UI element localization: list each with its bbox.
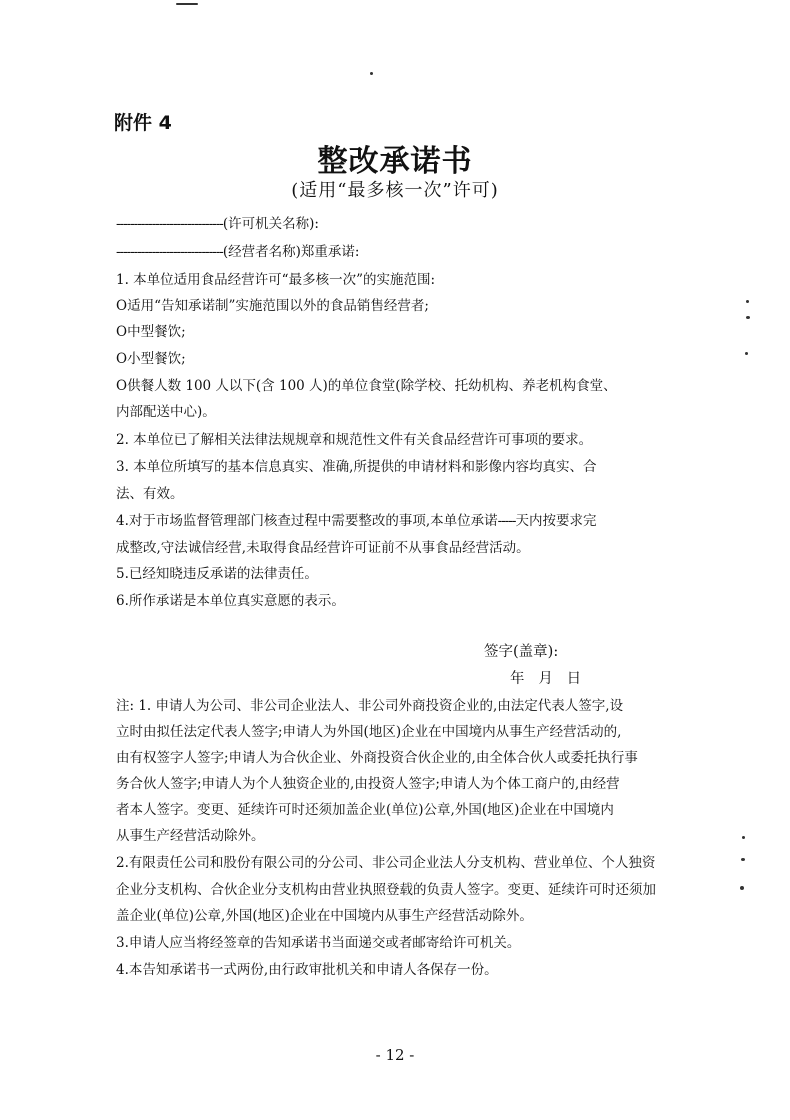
note-line-10: 3.申请人应当将经签章的告知承诺书当面递交或者邮寄给许可机关。 (116, 935, 521, 951)
operator-line (116, 242, 359, 262)
document-title: 整改承诺书 (317, 144, 473, 179)
clause-3-line-2: 法、有效。 (116, 486, 184, 502)
page-number: - 12 - (375, 1046, 415, 1064)
date-label: 年 月 日 (510, 671, 582, 687)
clause-6: 6.所作承诺是本单位真实意愿的表示。 (116, 593, 345, 609)
clause-3-line-1: 3. 本单位所填写的基本信息真实、准确,所提供的申请材料和影像内容均真实、合 (116, 459, 597, 475)
clause-1-option-medium-catering: O中型餐饮; (116, 324, 186, 340)
days-blank: ----- (497, 513, 516, 529)
scan-speck (742, 836, 745, 839)
clause-4-line-2: 成整改,守法诚信经营,未取得食品经营许可证前不从事食品经营活动。 (116, 540, 530, 556)
note-line-11: 4.本告知承诺书一式两份,由行政审批机关和申请人各保存一份。 (116, 962, 498, 978)
scan-speck (741, 858, 745, 861)
note-line-5: 者本人签字。变更、延续许可时还须加盖企业(单位)公章,外国(地区)企业在中国境内 (116, 802, 614, 818)
scan-speck (370, 72, 373, 75)
note-line-9: 盖企业(单位)公章,外国(地区)企业在中国境内从事生产经营活动除外。 (116, 908, 533, 924)
scan-speck (746, 316, 750, 319)
annex-label: 附件 4 (114, 112, 172, 134)
operator-label: (经营者名称)郑重承诺: (222, 244, 360, 260)
clause-4-line-1 (116, 511, 596, 531)
authority-blank: ------------------------------ (116, 216, 223, 232)
clause-4-text-a: 4.对于市场监督管理部门核查过程中需要整改的事项,本单位承诺 (116, 513, 498, 529)
note-line-1: 注: 1. 申请人为公司、非公司企业法人、非公司外商投资企业的,由法定代表人签字,设 (116, 698, 624, 714)
note-line-8: 企业分支机构、合伙企业分支机构由营业执照登载的负责人签字。变更、延续许可时还须加 (116, 882, 656, 898)
clause-1-option-canteen: O供餐人数 100 人以下(含 100 人)的单位食堂(除学校、托幼机构、养老机构食堂、 (116, 378, 617, 394)
clause-5: 5.已经知晓违反承诺的法律责任。 (116, 566, 318, 582)
authority-label: (许可机关名称): (222, 216, 319, 232)
signature-label: 签字(盖章): (484, 644, 559, 660)
operator-blank: ------------------------------ (116, 244, 223, 260)
authority-line (116, 214, 319, 234)
note-line-6: 从事生产经营活动除外。 (116, 828, 265, 844)
note-line-3: 由有权签字人签字;申请人为合伙企业、外商投资合伙企业的,由全体合伙人或委托执行事 (116, 750, 638, 766)
note-line-2: 立时由拟任法定代表人签字;申请人为外国(地区)企业在中国境内从事生产经营活动的, (116, 724, 622, 740)
scan-mark (176, 3, 198, 5)
clause-1-option-canteen-cont: 内部配送中心)。 (116, 404, 216, 420)
clause-1-option-small-catering: O小型餐饮; (116, 351, 186, 367)
clause-2: 2. 本单位已了解相关法律法规规章和规范性文件有关食品经营许可事项的要求。 (116, 432, 593, 448)
scan-speck (746, 300, 749, 303)
note-line-4: 务合伙人签字;申请人为个人独资企业的,由投资人签字;申请人为个体工商户的,由经营 (116, 776, 620, 792)
clause-4-text-b: 天内按要求完 (515, 513, 597, 529)
clause-1: 1. 本单位适用食品经营许可“最多核一次”的实施范围: (116, 272, 436, 288)
note-line-7: 2.有限责任公司和股份有限公司的分公司、非公司企业法人分支机构、营业单位、个人独资 (116, 855, 656, 871)
document-subtitle: (适用“最多核一次”许可) (291, 180, 499, 201)
clause-1-option-sales: O适用“告知承诺制”实施范围以外的食品销售经营者; (116, 298, 429, 314)
scan-speck (740, 886, 744, 890)
scan-speck (745, 352, 748, 355)
